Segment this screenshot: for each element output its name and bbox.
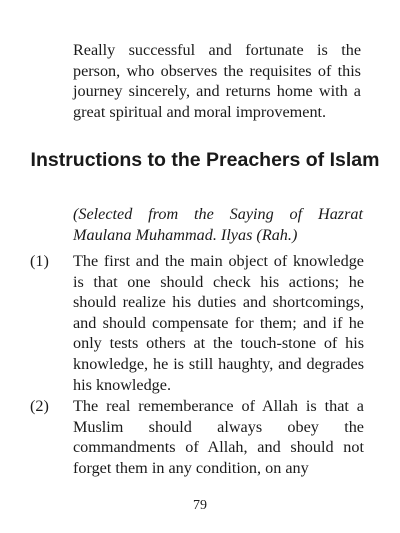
section-subtitle: (Selected from the Saying of Hazrat Maulana Muhammad. Ilyas (Rah.) — [73, 205, 363, 244]
intro-paragraph: Really successful and fortunate is the person, who observes the requisites of this journey sincerely, and returns home with a great spiritual and moral improvement. — [73, 41, 361, 121]
item-text: The first and the main object of knowledge is that one should check his actions; he should realize his duties and shortcomings, and should compensate for them; and if he only tests others at the touch-stone of his knowledge, he is still haughty, and degrades his knowledge. — [73, 252, 364, 394]
item-number: (2) — [30, 397, 49, 415]
section-heading: Instructions to the Preachers of Islam — [30, 149, 380, 171]
numbered-item — [30, 251, 364, 395]
page-number: 79 — [193, 498, 207, 513]
numbered-item — [30, 396, 364, 478]
item-number: (1) — [30, 252, 49, 270]
item-text: The real rememberance of Allah is that a Muslim should always obey the commandments of Allah, and should not forget them in any condition, on any — [73, 397, 364, 477]
